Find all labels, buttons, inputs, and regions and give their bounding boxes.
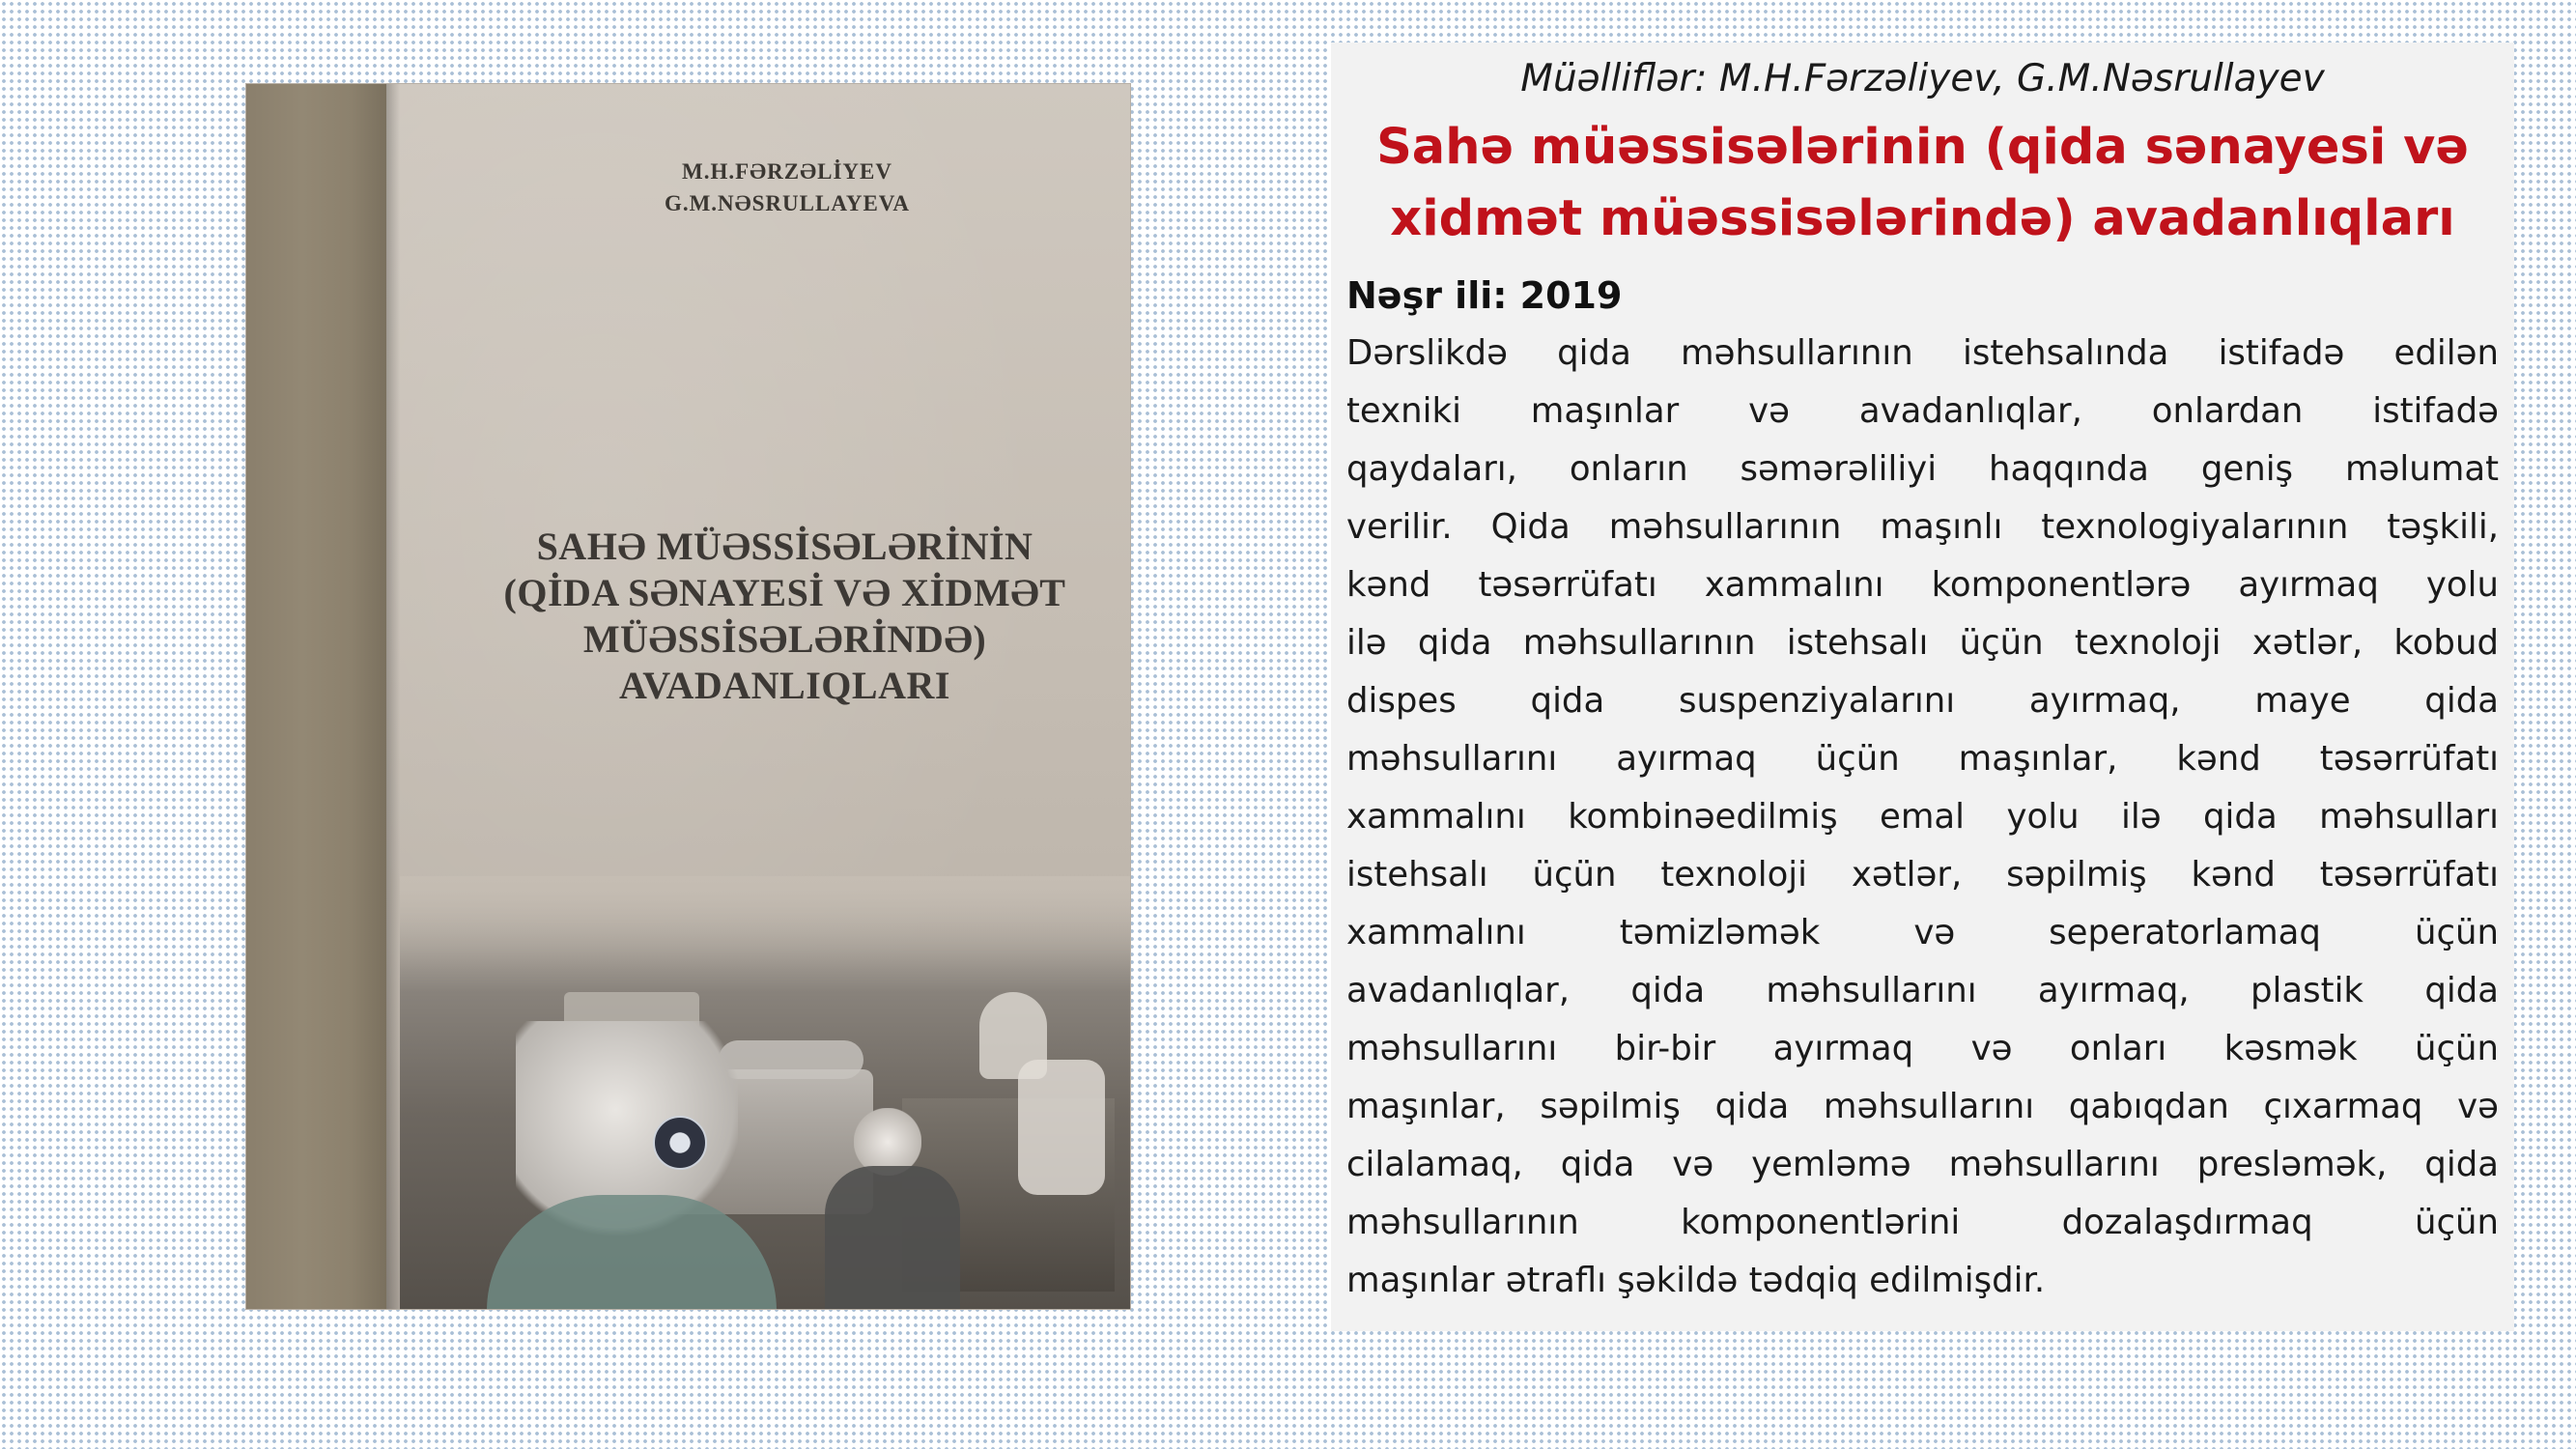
description-line: məhsullarının komponentlərini dozalaşdırmaq üçün — [1346, 1203, 2499, 1242]
cover-title-line: AVADANLIQLARI — [619, 664, 950, 707]
description-line: avadanlıqlar, qida məhsullarını ayırmaq, plastik qida — [1346, 971, 2499, 1010]
cover-authors — [439, 156, 1130, 219]
description-line: Dərslikdə qida məhsullarının istehsalında istifadə edilən — [1346, 333, 2499, 373]
description-line: qaydaları, onların səmərəliliyi haqqında geniş məlumat — [1346, 449, 2499, 489]
description-line: verilir. Qida məhsullarının maşınlı texnologiyalarının təşkili, — [1346, 507, 2499, 547]
book-title-line: Sahə müəssisələrinin (qida sənayesi və — [1376, 119, 2469, 176]
book-cover-image — [246, 84, 1130, 1309]
description-line: maşınlar ətraflı şəkildə tədqiq edilmişdir. — [1346, 1261, 2046, 1300]
cover-title-line: MÜƏSSİSƏLƏRİNDƏ) — [582, 617, 987, 661]
book-title — [1350, 112, 2495, 255]
description-line: kənd təsərrüfatı xammalını komponentlərə ayırmaq yolu — [1346, 565, 2499, 605]
book-description — [1346, 325, 2499, 1310]
cover-author-1: M.H.FƏRZƏLİYEV — [682, 159, 892, 184]
description-line: maşınlar, səpilmiş qida məhsullarını qabıqdan çıxarmaq və — [1346, 1087, 2499, 1126]
description-line: məhsullarını ayırmaq üçün maşınlar, kənd təsərrüfatı — [1346, 739, 2499, 779]
cover-title-line: (QİDA SƏNAYESİ VƏ XİDMƏT — [503, 571, 1066, 614]
cover-title-line: SAHƏ MÜƏSSİSƏLƏRİNİN — [536, 525, 1033, 568]
description-line: istehsalı üçün texnoloji xətlər, səpilmiş kənd təsərrüfatı — [1346, 855, 2499, 895]
authors-label: Müəlliflər: M.H.Fərzəliyev, G.M.Nəsrullayev — [1520, 57, 2325, 100]
cover-title — [430, 524, 1130, 709]
cover-factory-photo — [400, 876, 1130, 1309]
description-line: xammalını kombinəedilmiş emal yolu ilə qida məhsulları — [1346, 797, 2499, 837]
description-line: xammalını təmizləmək və seperatorlamaq üçün — [1346, 913, 2499, 952]
description-line: cilalamaq, qida və yemləmə məhsullarını presləmək, qida — [1346, 1145, 2499, 1184]
description-line: məhsullarını bir-bir ayırmaq və onları kəsmək üçün — [1346, 1029, 2499, 1068]
publisher-logo — [653, 1116, 707, 1170]
description-line: ilə qida məhsullarının istehsalı üçün texnoloji xətlər, kobud — [1346, 623, 2499, 663]
cover-author-2: G.M.NƏSRULLAYEVA — [664, 191, 911, 215]
description-line: dispes qida suspenziyalarını ayırmaq, maye qida — [1346, 681, 2499, 721]
book-info-panel — [1331, 43, 2514, 1331]
description-line: texniki maşınlar və avadanlıqlar, onlardan istifadə — [1346, 391, 2499, 431]
book-spine — [246, 84, 386, 1309]
publication-year: Nəşr ili: 2019 — [1346, 274, 1623, 317]
book-title-line: xidmət müəssisələrində) avadanlıqları — [1390, 190, 2455, 247]
